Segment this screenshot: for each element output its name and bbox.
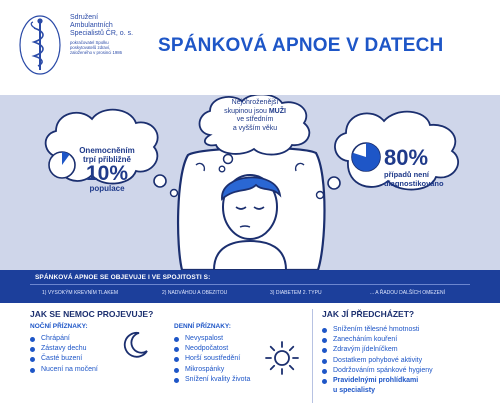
list-item-text: Zanecháním kouření — [333, 336, 398, 344]
list-item-text: Zástavy dechu — [41, 345, 87, 353]
band-item: 2) NADVÁHOU A OBEZITOU — [162, 290, 228, 296]
bullet-icon — [174, 357, 179, 362]
list-item-text: Dostatkem pohybové aktivity — [333, 356, 423, 364]
organization-note — [70, 40, 170, 56]
right-bubble-text — [384, 171, 456, 188]
list-item-text: Časté buzení — [41, 355, 83, 363]
bullet-icon — [30, 347, 35, 352]
list-item-continuation — [322, 386, 433, 396]
bullet-icon — [174, 378, 179, 383]
prevention-list — [322, 325, 433, 396]
list-item — [30, 344, 98, 354]
org-note-line: poskytovatelů zdraví, — [70, 45, 111, 51]
right-bubble-line: případů není — [384, 170, 429, 179]
caduceus-icon — [18, 14, 62, 76]
day-symptoms-list — [174, 334, 250, 385]
bullet-icon — [174, 337, 179, 342]
list-item-text: Pravidelnými prohlídkami — [333, 377, 419, 385]
list-item-text: Snížením tělesné hmotnosti — [333, 326, 420, 333]
list-item-text: Neodpočatost — [185, 345, 229, 353]
list-item-text: Snížení kvality života — [185, 375, 251, 383]
band-item: 3) DIABETEM 2. TYPU — [270, 290, 322, 296]
center-bubble-line — [205, 108, 305, 117]
list-item-text: Horší soustředění — [185, 355, 241, 363]
organization-name — [70, 14, 170, 38]
list-item — [30, 334, 98, 344]
night-symptoms-list — [30, 334, 98, 375]
list-item-text: Nevyspalost — [185, 335, 224, 342]
org-name-line: Ambulantních — [70, 22, 113, 29]
column-divider — [312, 309, 313, 403]
left-bubble-footer: populace — [89, 184, 125, 193]
list-item — [174, 375, 250, 385]
list-item-text: Zdravým jídelníčkem — [333, 346, 398, 354]
left-bubble-value: 10% — [85, 162, 129, 185]
list-item — [322, 366, 433, 376]
center-bubble-line-pre: skupinou jsou — [224, 107, 269, 115]
org-name-line: Specialistů ČR, o. s. — [70, 30, 134, 37]
list-item — [30, 365, 98, 375]
center-bubble-emphasis: MUŽI — [268, 107, 286, 115]
bullet-icon — [174, 368, 179, 373]
bullet-icon — [322, 379, 327, 384]
org-note-line: založeného v prosinci 1986 — [70, 50, 123, 56]
left-bubble-line: trpí přibližně — [83, 155, 131, 164]
list-item-text: Chrápání — [41, 335, 70, 342]
band-divider — [30, 284, 470, 285]
left-bubble-line: Onemocněním — [79, 146, 135, 155]
list-item — [174, 334, 250, 344]
list-item — [322, 325, 433, 335]
bullet-icon — [322, 369, 327, 374]
band-title: SPÁNKOVÁ APNOE SE OBJEVUJE I VE SPOJITOSTI S: — [35, 274, 211, 281]
day-symptoms-title: DENNÍ PŘÍZNAKY: — [174, 323, 231, 330]
bullet-icon — [30, 337, 35, 342]
right-bubble-line: diagnostikováno — [384, 178, 444, 188]
list-item-text: u specialisty — [333, 387, 376, 395]
list-item — [174, 354, 250, 364]
header — [0, 0, 500, 95]
org-note-line: pokračovatel Spolku — [70, 40, 109, 45]
center-bubble-line: Nejohroženější — [231, 99, 279, 106]
bullet-icon — [174, 347, 179, 352]
list-item — [30, 354, 98, 364]
sun-icon — [264, 340, 300, 376]
bullet-icon — [322, 338, 327, 343]
list-item-text: Mikrospánky — [185, 365, 225, 373]
night-symptoms-title: NOČNÍ PŘÍZNAKY: — [30, 323, 88, 330]
list-item — [174, 365, 250, 375]
band-item: ... A ŘADOU DALŠÍCH OMEZENÍ — [370, 290, 446, 296]
bullet-icon — [30, 357, 35, 362]
list-item — [174, 344, 250, 354]
page-title: SPÁNKOVÁ APNOE V DATECH — [158, 35, 444, 56]
center-bubble-text — [205, 99, 305, 133]
list-item-text: Nucení na močení — [41, 365, 98, 373]
bullet-icon — [322, 328, 327, 333]
band-item: 1) VYSOKÝM KREVNÍM TLAKEM — [42, 290, 119, 296]
list-item — [322, 376, 433, 386]
center-bubble-line: ve středním — [236, 116, 274, 123]
prevention-title: JAK JÍ PŘEDCHÁZET? — [322, 309, 415, 319]
org-name-line: Sdružení — [70, 14, 99, 21]
center-bubble-line: a vyšším věku — [232, 124, 278, 132]
list-item — [322, 345, 433, 355]
bullet-icon — [322, 359, 327, 364]
related-conditions-band — [0, 270, 500, 303]
moon-icon — [120, 330, 150, 360]
symptoms-title: JAK SE NEMOC PROJEVUJE? — [30, 309, 154, 319]
list-item — [322, 356, 433, 366]
list-item-text: Dodržováním spánkové hygieny — [333, 366, 433, 374]
bullet-icon — [322, 348, 327, 353]
bullet-icon — [30, 368, 35, 373]
right-bubble-value: 80% — [384, 145, 429, 170]
list-item — [322, 335, 433, 345]
